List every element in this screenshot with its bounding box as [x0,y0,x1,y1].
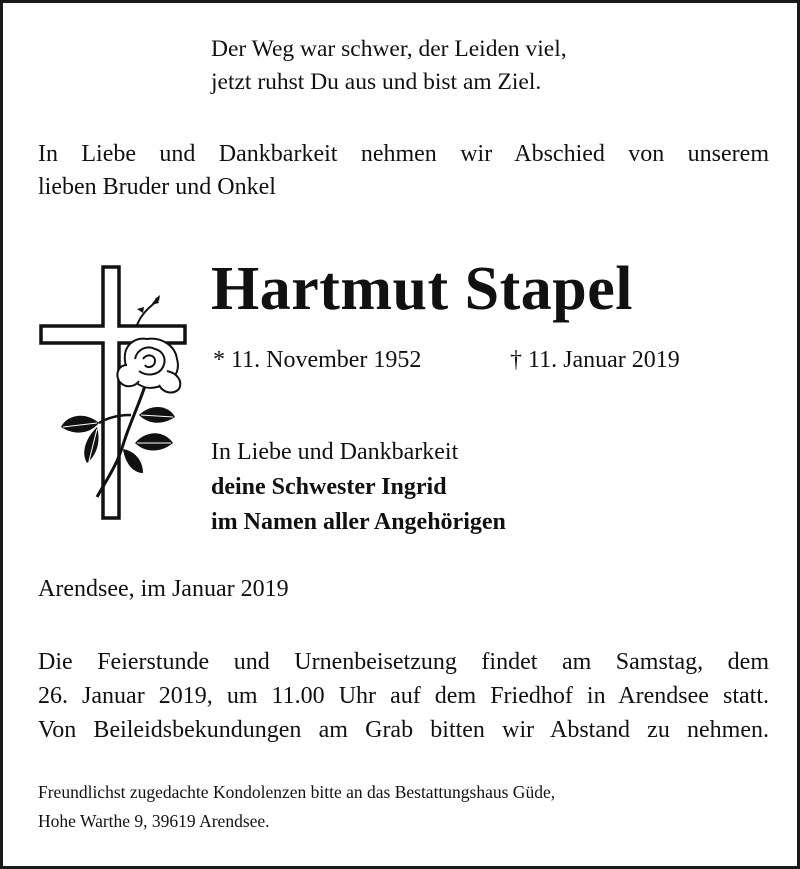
intro-text [38,138,769,204]
signature-line-3: im Namen aller Angehörigen [211,509,506,535]
signature-line-1: In Liebe und Dankbarkeit [211,439,459,465]
footer-line-1: Freundlichst zugedachte Kondolenzen bitte an das Bestattungshaus Güde, [38,782,556,802]
poem [211,33,567,99]
intro-line-1: In Liebe und Dankbarkeit nehmen wir Abschied von unserem [38,141,769,167]
condolence-note [38,778,555,836]
service-info [38,645,769,747]
signature-line-2: deine Schwester Ingrid [211,474,447,500]
place-and-date: Arendsee, im Januar 2019 [38,576,289,602]
poem-line-1: Der Weg war schwer, der Leiden viel, [211,36,567,62]
service-line-2: 26. Januar 2019, um 11.00 Uhr auf dem Friedhof in Arendsee statt. [38,683,769,709]
footer-line-2: Hohe Warthe 9, 39619 Arendsee. [38,811,270,831]
death-date: † 11. Januar 2019 [510,347,680,373]
poem-line-2: jetzt ruhst Du aus und bist am Ziel. [211,69,542,95]
cross-with-rose-icon [39,265,189,521]
signature [211,435,506,540]
service-line-1: Die Feierstunde und Urnenbeisetzung findet am Samstag, dem [38,649,769,675]
birth-date: * 11. November 1952 [213,347,422,373]
service-line-3: Von Beileidsbekundungen am Grab bitten wir Abstand zu nehmen. [38,717,769,743]
intro-line-2: lieben Bruder und Onkel [38,174,276,200]
deceased-name: Hartmut Stapel [211,255,634,323]
